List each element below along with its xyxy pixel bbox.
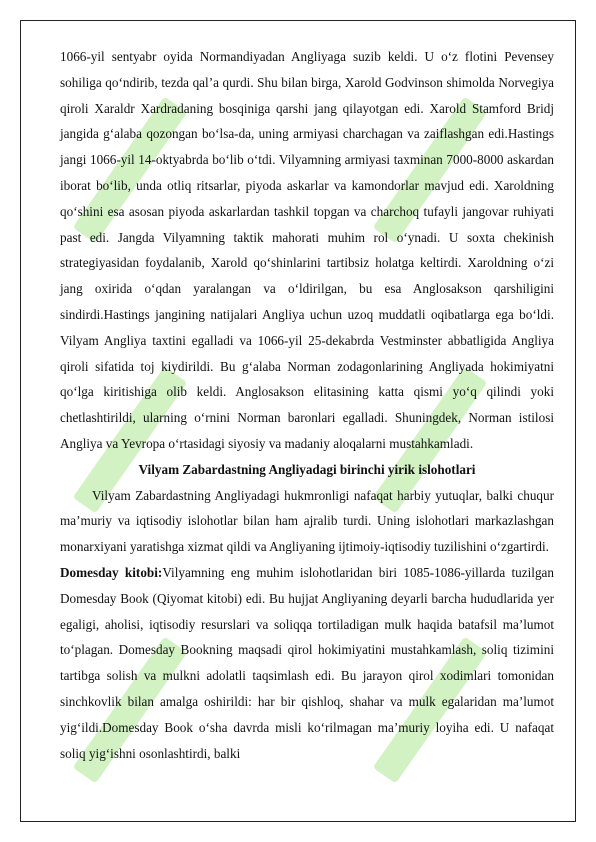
paragraph	[60, 560, 554, 766]
term-label: Domesday kitobi:	[60, 564, 163, 580]
document-body	[60, 44, 554, 766]
section-heading: Vilyam Zabardastning Angliyadagi birinchi yirik islohotlari	[138, 461, 476, 477]
paragraph: Vilyam Zabardastning Angliyadagi hukmronligi nafaqat harbiy yutuqlar, balki chuqur ma’muriy va iqtisodiy islohotlar bilan ham ajralib turdi. Uning islohotlari markazlashgan monarxiyani yaratishga xizmat qildi va Angliyaning ijtimoiy-iqtisodiy tuzilishini o‘zgartirdi.	[60, 487, 554, 555]
paragraph: 1066-yil sentyabr oyida Normandiyadan Angliyaga suzib keldi. U o‘z flotini Pevensey sohiliga qo‘ndirib, tezda qal’a qurdi. Shu bilan birga, Xarold Godvinson shimolda Norvegiya qiroli Xaraldr Xardradaning bosqiniga qarshi jang qilayotgan edi. Xarold Stamford Bridj jangida g‘alaba qozongan bo‘lsa-da, uning armiyasi charchagan va zaiflashgan edi.Hastings jangi 1066-yil 14-oktyabrda bo‘lib o‘tdi. Vilyamning armiyasi taxminan 7000-8000 askardan iborat bo‘lib, unda otliq ritsarlar, piyoda askarlar va kamondorlar mavjud edi. Xaroldning qo‘shini esa asosan piyoda askarlardan tashkil topgan va charchoq tufayli jangovar ruhiyati past edi. Jangda Vilyamning taktik mahorati muhim rol o‘ynadi. U soxta chekinish strategiyasidan foydalanib, Xarold qo‘shinlarini tartibsiz holatga keltirdi. Xaroldning o‘zi jang oxirida o‘qdan yaralangan va o‘ldirilgan, bu esa Anglosakson qarshiligini sindirdi.Hastings jangining natijalari Angliya uchun uzoq muddatli oqibatlarga ega bo‘ldi. Vilyam Angliya taxtini egalladi va 1066-yil 25-dekabrda Vestminster abbatligida Angliya qiroli sifatida toj kiydirildi. Bu g‘alaba Norman zodagonlarining Angliyada hokimiyatni qo‘lga kiritishiga olib keldi. Anglosakson elitasining katta qismi yo‘q qilindi yoki chetlashtirildi, ularning o‘rnini Norman baronlari egalladi. Shuningdek, Norman istilosi Angliya va Yevropa o‘rtasidagi siyosiy va madaniy aloqalarni mustahkamladi.	[60, 49, 554, 451]
paragraph-text: Vilyamning eng muhim islohotlaridan biri 1085-1086-yillarda tuzilgan Domesday Book (Qiyomat kitobi) edi. Bu hujjat Angliyaning deyarli barcha hududlarida yer egaligi, aholisi, iqtisodiy resurslari va soliqqa tortiladigan mulk haqida batafsil ma’lumot to‘plagan. Domesday Bookning maqsadi qirol hokimiyatini mustahkamlash, soliq tizimini tartibga solish va mulkni adolatli taqsimlash edi. Bu jarayon qirol xodimlari tomonidan sinchkovlik bilan amalga oshirildi: har bir qishloq, shahar va mulk egalaridan ma’lumot yig‘ildi.Domesday Book o‘sha davrda misli ko‘rilmagan ma’muriy loyiha edi. U nafaqat soliq yig‘ishni osonlashtirdi, balki	[60, 564, 554, 761]
